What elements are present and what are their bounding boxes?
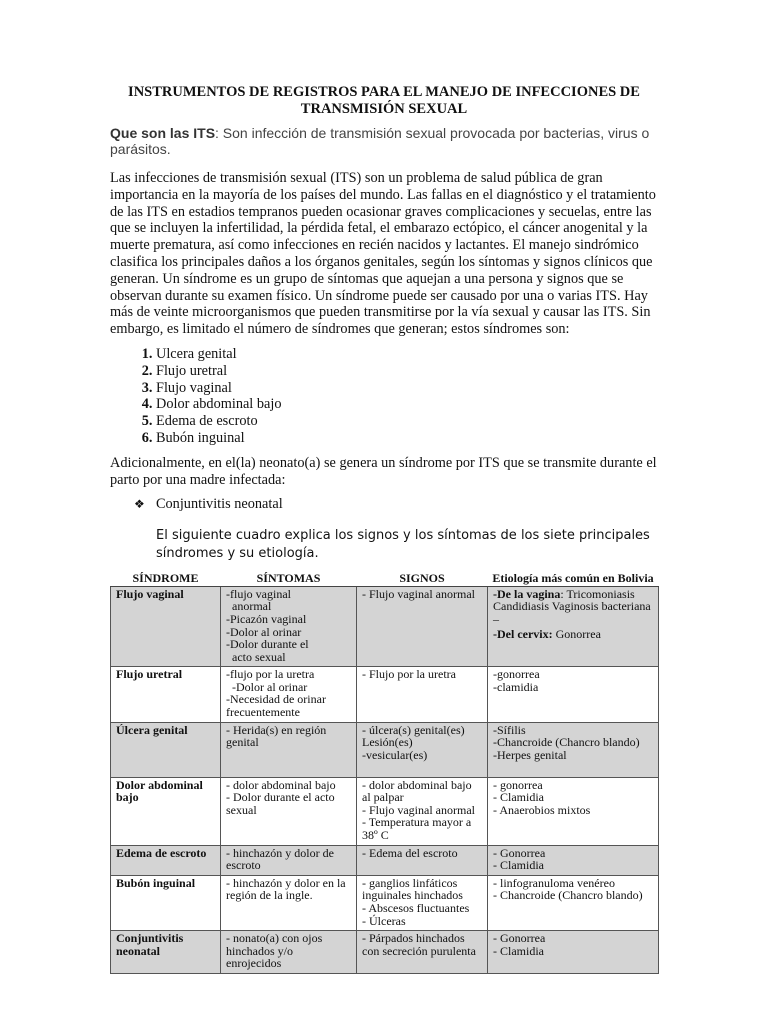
- neonatal-paragraph: Adicionalmente, en el(la) neonato(a) se genera un síndrome por ITS que se transmite durante el parto por una madre infectada:: [110, 454, 657, 488]
- extra-syndrome-list: [110, 496, 658, 513]
- etiology-label: -De la vagina: [493, 586, 561, 601]
- cell-line: - nonato(a) con ojos hinchados y/o enrojecidos: [226, 931, 326, 971]
- document-title: INSTRUMENTOS DE REGISTROS PARA EL MANEJO DE INFECCIONES DE TRANSMISIÓN SEXUAL: [128, 84, 640, 117]
- syndrome-cell: Flujo uretral: [111, 667, 221, 722]
- cell-line: -Dolor durante el: [226, 637, 309, 652]
- etiology-cell: [488, 777, 659, 845]
- cell-line: -gonorrea: [493, 667, 540, 682]
- diamond-bullet-icon: ❖: [134, 497, 145, 512]
- symptoms-cell: [221, 845, 357, 875]
- signs-cell: [357, 667, 488, 722]
- cell-line: -Necesidad de orinar frecuentemente: [226, 692, 329, 720]
- cell-line: - ganglios linfáticos inguinales hinchados: [362, 875, 463, 903]
- cell-line: -Sífilis: [493, 722, 526, 737]
- table-row: [111, 845, 659, 875]
- syndrome-list-item: 1. Ulcera genital: [156, 346, 658, 363]
- cell-line: -Chancroide (Chancro blando): [493, 735, 640, 750]
- cell-line: - Flujo vaginal anormal: [362, 586, 475, 601]
- cell-line: - Edema del escroto: [362, 845, 458, 860]
- cell-line: -Dolor al orinar: [226, 679, 308, 694]
- symptoms-cell: [221, 931, 357, 974]
- table-row: [111, 667, 659, 722]
- etiology-cell: [488, 722, 659, 777]
- cell-line: -Herpes genital: [493, 747, 567, 762]
- cell-line: - dolor abdominal bajo al palpar: [362, 777, 475, 805]
- cell-line: - dolor abdominal bajo: [226, 777, 336, 792]
- syndrome-cell: Úlcera genital: [111, 722, 221, 777]
- etiology-cell: [488, 875, 659, 930]
- syndrome-list: [110, 346, 658, 447]
- etiology-cell: [488, 667, 659, 722]
- cell-line: -flujo por la uretra: [226, 667, 315, 682]
- cell-line: - hinchazón y dolor en la región de la ingle.: [226, 875, 349, 903]
- cell-line: - hinchazón y dolor de escroto: [226, 845, 337, 873]
- table-row: [111, 722, 659, 777]
- its-table: [110, 569, 659, 974]
- table-header-row: [111, 569, 659, 586]
- extra-syndrome-item: [134, 496, 658, 513]
- signs-cell: [357, 875, 488, 930]
- signs-cell: [357, 586, 488, 667]
- cell-line: - Úlceras: [362, 913, 406, 928]
- syndrome-list-item: 5. Edema de escroto: [156, 413, 658, 430]
- header-etiology: Etiología más común en Bolivia: [488, 569, 659, 586]
- cell-line: - Abscesos fluctuantes: [362, 901, 470, 916]
- cell-line: - Dolor durante el acto sexual: [226, 790, 338, 817]
- cell-line: - úlcera(s) genital(es): [362, 722, 465, 737]
- signs-cell: [357, 845, 488, 875]
- table-row: [111, 875, 659, 930]
- cell-line: acto sexual: [226, 649, 286, 664]
- cell-line: - Párpados hinchados con secreción purulenta: [362, 931, 476, 958]
- extra-syndrome-label: Conjuntivitis neonatal: [156, 496, 283, 513]
- syndrome-cell: Conjuntivitis neonatal: [111, 931, 221, 974]
- cell-line: anormal: [226, 599, 272, 614]
- symptoms-cell: [221, 777, 357, 845]
- cell-line: -Dolor al orinar: [226, 624, 302, 639]
- cell-line: - Flujo vaginal anormal: [362, 802, 475, 817]
- cell-line: - Temperatura mayor a 38º C: [362, 815, 475, 843]
- etiology-text: Gonorrea: [552, 626, 601, 641]
- cell-line: -Picazón vaginal: [226, 611, 307, 626]
- etiology-cervix: [493, 628, 653, 641]
- cell-line: - Clamidia: [493, 943, 544, 958]
- its-definition: [110, 125, 658, 157]
- table-row: [111, 931, 659, 974]
- cell-line: Lesión(es): [362, 735, 413, 750]
- header-signs: SIGNOS: [357, 569, 488, 586]
- cell-line: - Anaerobios mixtos: [493, 802, 591, 817]
- cell-line: - linfogranuloma venéreo: [493, 875, 615, 890]
- syndrome-cell: Bubón inguinal: [111, 875, 221, 930]
- etiology-text: : Tricomoniasis Candidiasis Vaginosis bacteriana –: [493, 586, 654, 626]
- syndrome-list-item: 2. Flujo uretral: [156, 363, 658, 380]
- definition-term: Que son las ITS: [110, 125, 216, 141]
- syndrome-list-item: 4. Dolor abdominal bajo: [156, 396, 658, 413]
- header-syndrome: SÍNDROME: [111, 569, 221, 586]
- cell-line: - Flujo por la uretra: [362, 667, 456, 682]
- syndrome-cell: Edema de escroto: [111, 845, 221, 875]
- cell-line: - Clamidia: [493, 790, 544, 805]
- table-row: [111, 777, 659, 845]
- cell-line: - Clamidia: [493, 858, 544, 873]
- cell-line: - Gonorrea: [493, 931, 546, 946]
- symptoms-cell: [221, 586, 357, 667]
- syndrome-list-item: 3. Flujo vaginal: [156, 380, 658, 397]
- symptoms-cell: [221, 667, 357, 722]
- signs-cell: [357, 722, 488, 777]
- cell-line: - Gonorrea: [493, 845, 546, 860]
- etiology-cell: [488, 586, 659, 667]
- signs-cell: [357, 931, 488, 974]
- cell-line: -clamidia: [493, 679, 539, 694]
- symptoms-cell: [221, 875, 357, 930]
- etiology-cell: [488, 931, 659, 974]
- header-symptoms: SÍNTOMAS: [221, 569, 357, 586]
- etiology-label: -Del cervix:: [493, 626, 553, 641]
- table-row: [111, 586, 659, 667]
- etiology-vagina: [493, 588, 653, 626]
- cell-line: - Herida(s) en región genital: [226, 722, 330, 750]
- table-intro: El siguiente cuadro explica los signos y los síntomas de los siete principales síndromes y su etiología.: [156, 528, 650, 562]
- document-page: [110, 84, 658, 974]
- cell-line: -vesicular(es): [362, 747, 428, 762]
- syndrome-list-item: 6. Bubón inguinal: [156, 430, 658, 447]
- definition-text: : Son infección de transmisión sexual provocada por bacterias, virus o parásitos.: [110, 125, 650, 157]
- cell-line: - gonorrea: [493, 777, 543, 792]
- symptoms-cell: [221, 722, 357, 777]
- etiology-cell: [488, 845, 659, 875]
- cell-line: - Chancroide (Chancro blando): [493, 888, 643, 903]
- signs-cell: [357, 777, 488, 845]
- syndrome-cell: Dolor abdominal bajo: [111, 777, 221, 845]
- syndrome-cell: Flujo vaginal: [111, 586, 221, 667]
- cell-line: -flujo vaginal: [226, 586, 291, 601]
- intro-paragraph: Las infecciones de transmisión sexual (ITS) son un problema de salud pública de gran importancia en la mayoría de los países del mundo. Las fallas en el diagnóstico y el tratamiento de las ITS en estadios tempranos pueden ocasionar graves complicaciones y secuelas, entre las que se incluyen la infertilidad, la pérdida fetal, el embarazo ectópico, el cáncer anogenital y la muerte prematura, así como infecciones en recién nacidos y lactantes. El manejo sindrómico clasifica los principales daños a los órganos genitales, según los síntomas y signos clínicos que generan. Un síndrome es un grupo de síntomas que aquejan a una persona y signos que se observan durante su examen físico. Un síndrome puede ser causado por una o varias ITS. Hay más de veinte microorganismos que pueden transmitirse por la vía sexual y causar las ITS. Sin embargo, es limitado el número de síndromes que generan; estos síndromes son:: [110, 170, 656, 338]
